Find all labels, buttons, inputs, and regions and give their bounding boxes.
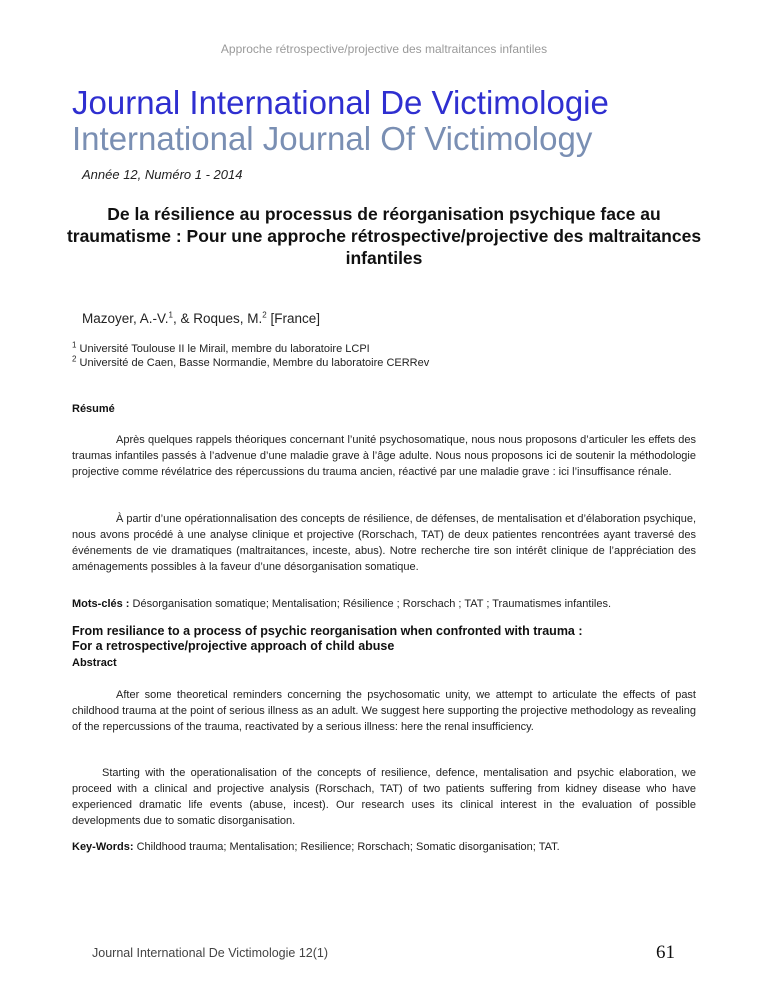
author-1-affiliation-mark: 1: [168, 310, 173, 320]
keywords-french-list: Désorganisation somatique; Mentalisation; Résilience ; Rorschach ; TAT ; Traumatismes infantiles.: [129, 598, 612, 610]
journal-name-french: Journal International De Victimologie: [72, 84, 609, 121]
issue-info: Année 12, Numéro 1 - 2014: [82, 167, 243, 182]
keywords-english: [72, 841, 702, 853]
resume-paragraph-1: Après quelques rappels théoriques concernant l’unité psychosomatique, nous nous proposons d’articuler les effets des traumas infantiles passés à l’advenue d’une maladie grave à l’âge adulte. Nous nous proposons ici de soutenir la méthodologie projective comme révélatrice des répercussions du trauma ancien, réactivé par une maladie grave : ici l’insuffisance rénale.: [72, 434, 696, 478]
author-country: [France]: [266, 311, 321, 326]
running-header: Approche rétrospective/projective des maltraitances infantiles: [220, 42, 548, 56]
affiliation-2: [72, 354, 430, 369]
affiliation-2-mark: 2: [72, 354, 77, 364]
author-1: Mazoyer, A.-V.: [82, 311, 169, 326]
author-2-affiliation-mark: 2: [262, 310, 267, 320]
affiliation-2-text: Université de Caen, Basse Normandie, Membre du laboratoire CERRev: [79, 357, 430, 369]
resume-heading: Résumé: [72, 403, 115, 415]
page-number: 61: [656, 942, 675, 963]
abstract-heading: Abstract: [72, 657, 117, 669]
footer-journal-name: Journal International De Victimologie 12(1): [92, 946, 329, 960]
affiliation-1-mark: 1: [72, 340, 77, 350]
keywords-french: [72, 598, 702, 610]
english-title-line-2: For a retrospective/projective approach of child abuse: [72, 639, 395, 653]
journal-name-english: International Journal Of Victimology: [72, 120, 593, 157]
affiliation-1-text: Université Toulouse II le Mirail, membre du laboratoire LCPI: [79, 343, 370, 355]
resume-paragraph-2: À partir d’une opérationnalisation des concepts de résilience, de défenses, de mentalisation et d’élaboration psychique, nous avons procédé à une analyse clinique et projective (Rorschach, TAT) de deux patientes rencontrées ayant traversé des événements de vie dramatiques (maltraitances, inceste, abus). Notre recherche tire son intérêt clinique de l’appréciation des aménagements possibles à la faveur d’une désorganisation somatique.: [72, 513, 696, 573]
keywords-english-label: Key-Words:: [72, 841, 134, 853]
abstract-paragraph-1: After some theoretical reminders concerning the psychosomatic unity, we attempt to articulate the effects of past childhood trauma at the point of serious illness as an adult. We suggest here supporting the projective methodology as revealing of the repercussions of the trauma, reactivated by a serious illness: here the renal insufficiency.: [72, 689, 696, 733]
author-separator: , & Roques, M.: [173, 311, 263, 326]
keywords-french-label: Mots-clés :: [72, 598, 130, 610]
english-title: [72, 624, 712, 654]
keywords-english-list: Childhood trauma; Mentalisation; Resilience; Rorschach; Somatic disorganisation; TAT.: [133, 841, 560, 853]
authors-line: [82, 311, 320, 326]
affiliation-1: [72, 340, 370, 355]
article-title: De la résilience au processus de réorganisation psychique face au traumatisme : Pour une approche rétrospective/projective des maltraitances infantiles: [66, 204, 702, 268]
abstract-paragraph-2: Starting with the operationalisation of the concepts of resilience, defence, mentalisation and psychic elaboration, we proceed with a clinical and projective analysis (Rorschach, TAT) of two patients suffering from kidney disease who have experienced dramatic life events (abuse, incest). Our research uses its clinical interest in the evaluation of possible developments due to somatic disorganisation.: [72, 767, 696, 827]
english-title-line-1: From resiliance to a process of psychic reorganisation when confronted with trauma :: [72, 624, 583, 638]
